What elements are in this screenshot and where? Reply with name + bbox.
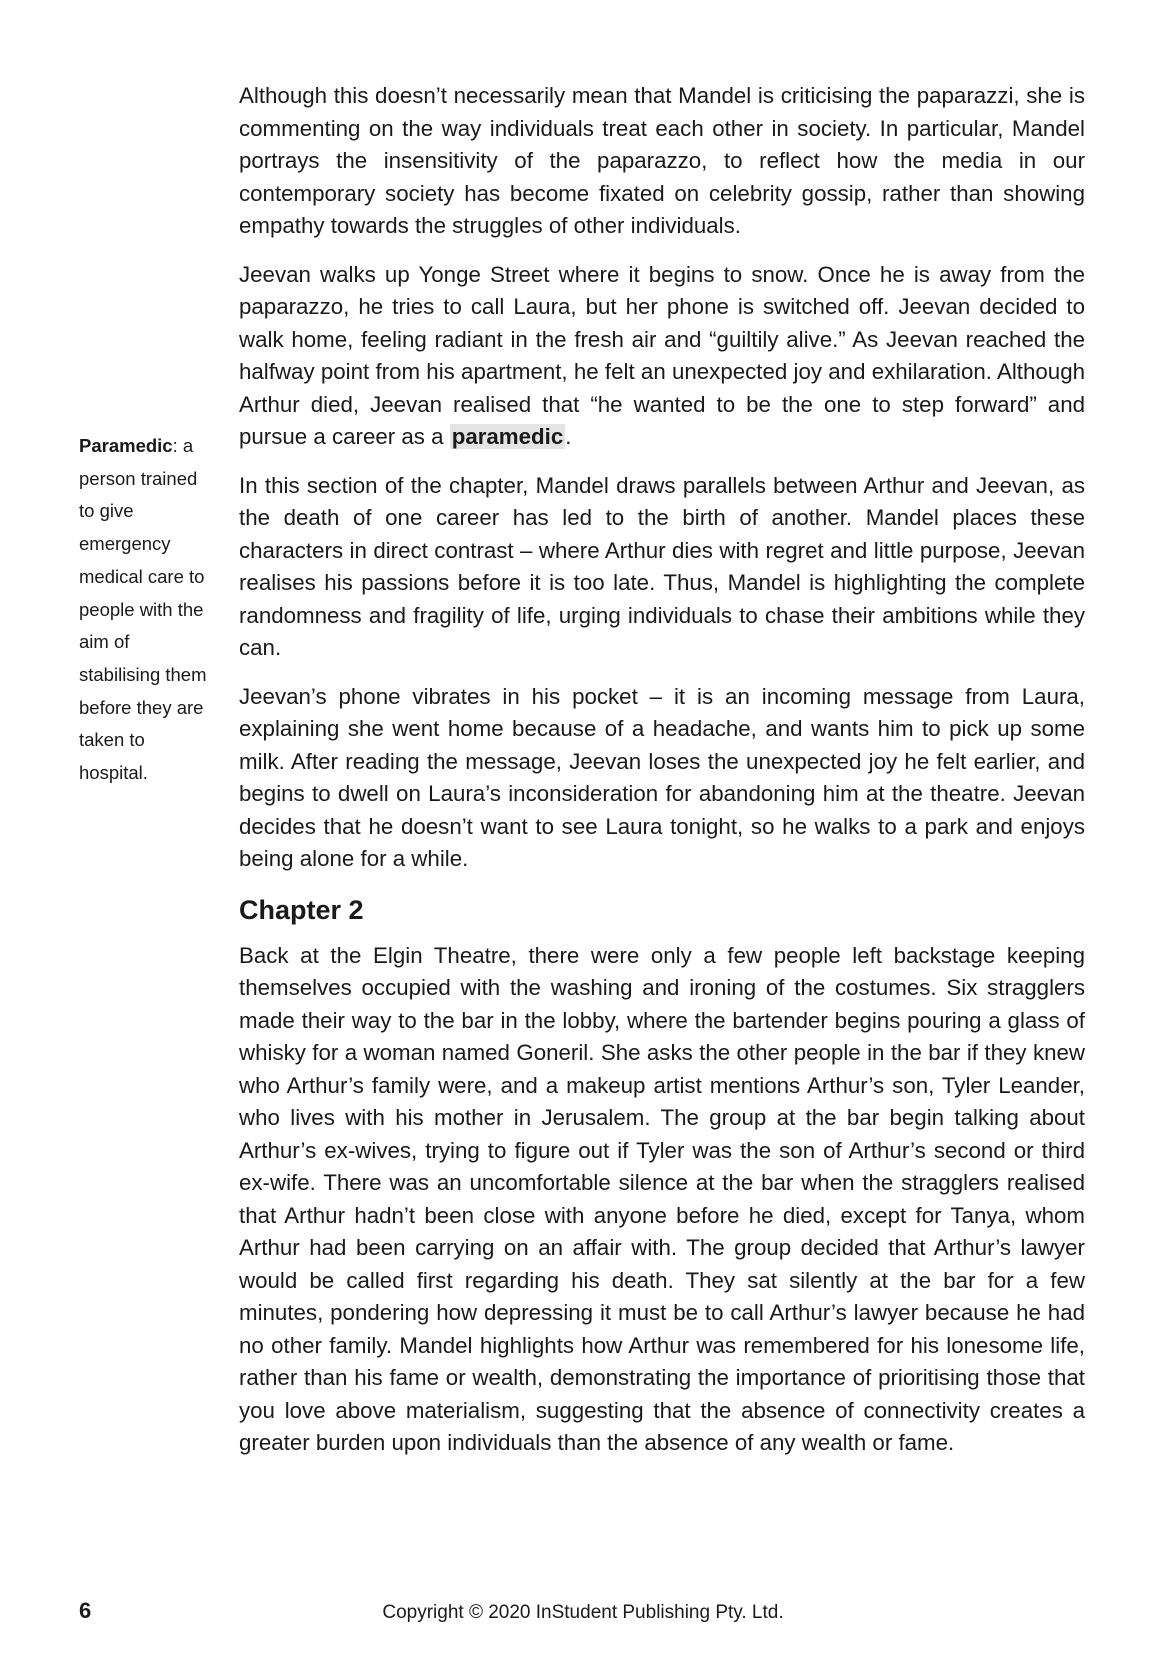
- paragraph-4: Jeevan’s phone vibrates in his pocket – it is an incoming message from Laura, explaining she went home because of a headache, and wants him to pick up some milk. After reading the message, Jeevan loses the unexpected joy he felt earlier, and begins to dwell on Laura’s inconsideration for abandoning him at the theatre. Jeevan decides that he doesn’t want to see Laura tonight, so he walks to a park and enjoys being alone for a while.: [239, 683, 1085, 871]
- highlighted-term-paramedic: paramedic: [451, 424, 564, 449]
- paragraph-3: In this section of the chapter, Mandel draws parallels between Arthur and Jeevan, as the death of one career has led to the birth of another. Mandel places these characters in direct contrast – where Arthur dies with regret and little purpose, Jeevan realises his passions before it is too late. Thus, Mandel is highlighting the complete randomness and fragility of life, urging individuals to chase their ambitions while they can.: [239, 472, 1085, 660]
- page-number: 6: [79, 1598, 92, 1623]
- chapter-heading: Chapter 2: [239, 894, 364, 925]
- paragraph-5: Back at the Elgin Theatre, there were only a few people left backstage keeping themselves occupied with the washing and ironing of the costumes. Six stragglers made their way to the bar in the lobby, where the bartender begins pouring a glass of whisky for a woman named Goneril. She asks the other people in the bar if they knew who Arthur’s family were, and a makeup artist mentions Arthur’s son, Tyler Leander, who lives with his mother in Jerusalem. The group at the bar begin talking about Arthur’s ex-wives, trying to figure out if Tyler was the son of Arthur’s second or third ex-wife. There was an uncomfortable silence at the bar when the stragglers realised that Arthur hadn’t been close with anyone before he died, except for Tanya, whom Arthur had been carrying on an affair with. The group decided that Arthur’s lawyer would be called first regarding his death. They sat silently at the bar for a few minutes, pondering how depressing it must be to call Arthur’s lawyer because he had no other family. Mandel highlights how Arthur was remembered for his lonesome life, rather than his fame or wealth, demonstrating the importance of prioritising those that you love above materialism, suggesting that the absence of connectivity creates a greater burden upon individuals than the absence of any wealth or fame.: [239, 942, 1085, 1455]
- paragraph-2-end: .: [565, 424, 572, 449]
- paragraph-2-text: Jeevan walks up Yonge Street where it begins to snow. Once he is away from the paparazzo, he tries to call Laura, but her phone is switched off. Jeevan decided to walk home, feeling radiant in the fresh air and “guiltily alive.” As Jeevan reached the halfway point from his apartment, he felt an unexpected joy and exhilaration. Although Arthur died, Jeevan realised that “he wanted to be the one to step forward” and pursue a career as a: [239, 261, 1085, 449]
- glossary-term: Paramedic: [79, 435, 173, 456]
- glossary-sidenote: [79, 430, 215, 790]
- paragraph-2: [239, 259, 1085, 454]
- main-text: [239, 80, 1085, 1476]
- glossary-definition: : a person trained to give emergency medical care to people with the aim of stabilising them before they are taken to hospital.: [79, 435, 207, 784]
- copyright-notice: Copyright © 2020 InStudent Publishing Pty. Ltd.: [382, 1602, 784, 1623]
- paragraph-1: Although this doesn’t necessarily mean that Mandel is criticising the paparazzi, she is commenting on the way individuals treat each other in society. In particular, Mandel portrays the insensitivity of the paparazzo, to reflect how the media in our contemporary society has become fixated on celebrity gossip, rather than showing empathy towards the struggles of other individuals.: [239, 83, 1085, 238]
